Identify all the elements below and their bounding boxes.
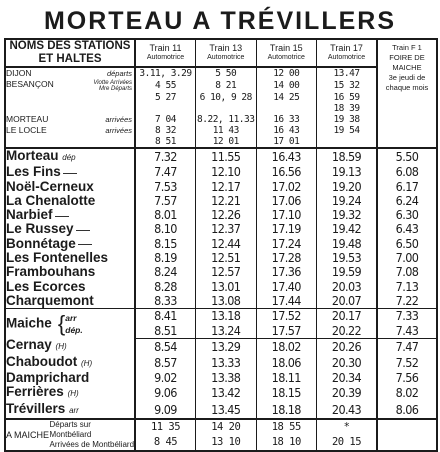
station-time: 17.40: [256, 280, 317, 294]
station-time: 19.53: [317, 251, 378, 265]
header-train-17: [317, 39, 378, 67]
station-time: 9.06: [135, 385, 196, 401]
station-tag: (H): [67, 389, 79, 399]
station-time: 18.59: [317, 148, 378, 165]
train-type: Automotrice: [207, 54, 245, 61]
connection-sub: arrivées: [105, 126, 132, 135]
connection-station-cell: [5, 103, 135, 114]
station-name-cell: [5, 148, 135, 165]
station-name-cell: [5, 402, 135, 419]
station-time: 13.33: [196, 355, 257, 371]
station-name: Noël-Cerneux: [6, 179, 94, 194]
station-row: [5, 385, 437, 401]
connection-time: 15 32: [317, 79, 378, 92]
station-time: 8.33: [135, 294, 196, 309]
fair-line-4: chaque mois: [385, 83, 429, 92]
station-name: Trévillers: [6, 401, 66, 416]
fair-line-2: MAICHE: [392, 63, 422, 72]
station-time: 8.06: [377, 402, 437, 419]
station-time: 6.17: [377, 180, 437, 194]
station-time: 16.56: [256, 165, 317, 179]
station-time: 13.08: [196, 294, 257, 309]
station-time: 8.24: [135, 265, 196, 279]
station-time: 8.19: [135, 251, 196, 265]
station-time: 12.17: [196, 180, 257, 194]
station-time: 13.18: [196, 309, 257, 324]
station-time: 17.28: [256, 251, 317, 265]
station-name-cell: [5, 338, 135, 354]
station-time: 8.01: [135, 208, 196, 222]
station-time: 6.30: [377, 208, 437, 222]
connection-time: [256, 103, 317, 114]
station-row: [5, 208, 437, 222]
station-time: 17.02: [256, 180, 317, 194]
connection-time: 16 43: [256, 125, 317, 136]
station-time: 8.41: [135, 309, 196, 324]
footer-time: 11 35: [135, 419, 196, 435]
connection-row: [5, 103, 437, 114]
station-row: [5, 222, 437, 236]
train-type: Automotrice: [327, 54, 366, 61]
connection-time: 12 00: [256, 67, 317, 79]
station-time: 12.10: [196, 165, 257, 179]
station-time: 7.22: [377, 294, 437, 309]
connection-time: 3.11, 3.29: [135, 67, 196, 79]
train-number: Train 13: [209, 43, 243, 53]
station-time: 20.03: [317, 280, 378, 294]
footer-time: 20 15: [317, 435, 378, 451]
connection-sub: départs: [106, 69, 132, 78]
station-time: 7.53: [135, 180, 196, 194]
station-time: 19.24: [317, 194, 378, 208]
station-name-cell: [5, 265, 135, 279]
connection-time: 16 59: [317, 92, 378, 103]
station-name: Bonnétage: [6, 236, 76, 251]
footer-fair-empty: [377, 419, 437, 451]
footer-time: 8 45: [135, 435, 196, 451]
station-time: 13.38: [196, 371, 257, 385]
station-time: 13.24: [196, 324, 257, 339]
train-number: Train 15: [269, 43, 303, 53]
station-time: 20.17: [317, 309, 378, 324]
station-name-cell: [5, 222, 135, 236]
station-time: 13.45: [196, 402, 257, 419]
station-name: Chaboudot: [6, 354, 78, 369]
header-train-15: [256, 39, 317, 67]
header-train-13: [196, 39, 257, 67]
footer-time: 14 20: [196, 419, 257, 435]
station-name-cell: [5, 194, 135, 208]
station-time: 19.42: [317, 222, 378, 236]
train-number: Train 11: [149, 43, 182, 53]
station-time: 20.39: [317, 385, 378, 401]
station-name: Morteau: [6, 148, 59, 163]
station-row: [5, 371, 437, 385]
station-time: 18.18: [256, 402, 317, 419]
station-time: 20.43: [317, 402, 378, 419]
station-tag: (H): [55, 342, 67, 352]
station-tag: arr: [69, 405, 79, 415]
connection-time: 14 00: [256, 79, 317, 92]
station-row: [5, 165, 437, 179]
station-time: 7.47: [135, 165, 196, 179]
station-time: 18.02: [256, 338, 317, 354]
station-name: Maiche: [6, 315, 52, 331]
station-time: 9.02: [135, 371, 196, 385]
station-time: 19.20: [317, 180, 378, 194]
maiche-labels: [65, 312, 82, 336]
station-time: 17.57: [256, 324, 317, 339]
station-time: 13.29: [196, 338, 257, 354]
station-row: [5, 294, 437, 309]
footer-time: 18 55: [256, 419, 317, 435]
station-time: 8.51: [135, 324, 196, 339]
header-train-11: [135, 39, 196, 67]
station-row: [5, 180, 437, 194]
connection-time: [196, 103, 257, 114]
station-time: 6.24: [377, 194, 437, 208]
maiche-arr-label: arr: [65, 312, 77, 323]
connection-row: [5, 79, 437, 92]
header-name-line-2: ET HALTES: [38, 53, 102, 65]
station-time: 18.15: [256, 385, 317, 401]
station-time: 17.06: [256, 194, 317, 208]
connection-time: 4 55: [135, 79, 196, 92]
station-name: Frambouhans: [6, 265, 96, 280]
connection-time: 18 39: [317, 103, 378, 114]
connection-time: 8.22, 11.33: [197, 114, 255, 125]
station-time: 7.52: [377, 355, 437, 371]
station-time: 17.19: [256, 222, 317, 236]
station-time: 12.21: [196, 194, 257, 208]
station-name-cell: [5, 237, 135, 251]
connection-station: BESANÇON: [6, 79, 54, 89]
station-row: [5, 251, 437, 265]
connection-station: LE LOCLE: [6, 125, 47, 135]
station-time: 9.09: [135, 402, 196, 419]
station-name: Ferrières: [6, 385, 64, 400]
train-type: Automotrice: [146, 54, 185, 61]
header-row: [5, 39, 437, 67]
station-row: [5, 265, 437, 279]
connection-time: 7 04: [135, 114, 196, 125]
station-name-cell: [5, 280, 135, 294]
header-fair-train: [377, 39, 437, 148]
station-time: 7.08: [377, 265, 437, 279]
connection-station-cell: [5, 67, 135, 79]
footer-time: 13 10: [196, 435, 257, 451]
connection-time: [135, 103, 196, 114]
connection-row: [5, 125, 437, 136]
station-time: 7.00: [377, 251, 437, 265]
station-time: 19.59: [317, 265, 378, 279]
connection-time: 12 01: [196, 136, 257, 148]
station-name: Damprichard: [6, 370, 90, 385]
station-tag: (H): [81, 358, 93, 368]
page-title: MORTEAU A TRÉVILLERS: [43, 7, 397, 35]
maiche-dep-label: dép.: [65, 324, 83, 335]
station-name: Narbief: [6, 208, 53, 223]
station-name-cell: [5, 208, 135, 222]
station-time: 17.52: [256, 309, 317, 324]
station-time: 20.07: [317, 294, 378, 309]
connection-time: 14 25: [256, 92, 317, 103]
station-time: 7.56: [377, 371, 437, 385]
header-name-cell: [5, 39, 135, 67]
station-name: Le Russey: [6, 222, 74, 237]
station-time: 7.47: [377, 338, 437, 354]
station-name-cell: [5, 355, 135, 371]
station-name: Cernay: [6, 338, 52, 353]
station-time: 19.48: [317, 237, 378, 251]
connection-time: 5 27: [135, 92, 196, 103]
station-time: 20.26: [317, 338, 378, 354]
connection-sub-bottom: Mre Départs: [98, 86, 132, 92]
station-time: 12.37: [196, 222, 257, 236]
station-time: 12.44: [196, 237, 257, 251]
connection-time: 11 43: [196, 125, 257, 136]
station-name: Les Ecorces: [6, 279, 86, 294]
station-time: 19.13: [317, 165, 378, 179]
connection-station-cell: [5, 92, 135, 103]
station-time: 18.06: [256, 355, 317, 371]
station-row: [5, 338, 437, 354]
station-row: [5, 402, 437, 419]
connection-time: 6 10, 9 28: [196, 92, 257, 103]
station-time: 6.50: [377, 237, 437, 251]
station-time: 13.01: [196, 280, 257, 294]
station-row: [5, 194, 437, 208]
station-row: [5, 237, 437, 251]
connection-station-cell: [5, 125, 135, 136]
connection-station-cell: [5, 114, 135, 125]
station-time: 17.44: [256, 294, 317, 309]
station-time: 8.02: [377, 385, 437, 401]
station-time: 17.10: [256, 208, 317, 222]
station-row: [5, 280, 437, 294]
connection-station-cell: [5, 136, 135, 148]
connection-time: 17 01: [256, 136, 317, 148]
station-name-cell: [5, 180, 135, 194]
station-row: [5, 148, 437, 165]
station-time: 7.33: [377, 309, 437, 324]
maiche-row-arr: [5, 309, 437, 324]
station-name: Charquemont: [6, 293, 94, 308]
connection-time: 19 54: [317, 125, 378, 136]
connection-time: 8 51: [135, 136, 196, 148]
connection-time: 13.47: [317, 67, 378, 79]
station-time: 12.57: [196, 265, 257, 279]
footer-row-top: [5, 419, 437, 435]
station-time: 18.11: [256, 371, 317, 385]
connection-time: [317, 136, 378, 148]
footer-line-1: Départs sur Montbéliard: [49, 419, 92, 439]
footer-station: A MAICHE: [6, 429, 50, 440]
footer-time: *: [317, 419, 378, 435]
station-name-cell: [5, 385, 135, 401]
train-number: Train 17: [330, 43, 363, 53]
station-time: 8.28: [135, 280, 196, 294]
station-time: 17.24: [256, 237, 317, 251]
leader-line: [63, 172, 77, 174]
station-time: 20.34: [317, 371, 378, 385]
station-name: Les Fins: [6, 165, 61, 180]
brace-icon: {: [51, 310, 66, 336]
footer-line-2: Arrivées de Montbéliard: [49, 439, 135, 449]
station-time: 13.42: [196, 385, 257, 401]
connection-time: 16 33: [256, 114, 317, 125]
station-time: 6.08: [377, 165, 437, 179]
fair-number: Train F 1: [392, 43, 422, 52]
leader-line: [55, 215, 69, 217]
connection-station-cell: [5, 79, 135, 92]
station-name-cell: [5, 309, 135, 339]
connection-time: 8 32: [135, 125, 196, 136]
connection-row: [5, 114, 437, 125]
station-time: 12.51: [196, 251, 257, 265]
leader-line: [76, 229, 90, 231]
connection-time: 5 50: [196, 67, 257, 79]
connection-time: 19 38: [317, 114, 378, 125]
train-type: Automotrice: [267, 54, 305, 61]
connection-row: [5, 92, 437, 103]
station-time: 17.36: [256, 265, 317, 279]
timetable: [4, 38, 438, 452]
connection-time: 8 21: [196, 79, 257, 92]
station-name-cell: [5, 294, 135, 309]
station-time: 20.22: [317, 324, 378, 339]
leader-line: [78, 243, 92, 245]
fair-line-3: 3e jeudi de: [388, 73, 426, 82]
connection-row: [5, 67, 437, 79]
station-name-cell: [5, 165, 135, 179]
connection-row: [5, 136, 437, 148]
station-name: La Chenalotte: [6, 193, 96, 208]
station-time: 8.57: [135, 355, 196, 371]
station-time: 7.43: [377, 324, 437, 339]
station-name-cell: [5, 371, 135, 385]
station-name-cell: [5, 251, 135, 265]
station-time: 7.32: [135, 148, 196, 165]
header-name-line-1: NOMS DES STATIONS: [9, 40, 131, 52]
fair-line-1: FOIRE DE: [389, 53, 425, 62]
connection-sub-top: Viotte Arrivées: [93, 80, 132, 86]
station-time: 19.32: [317, 208, 378, 222]
footer-name-cell: [5, 419, 135, 451]
station-time: 16.43: [256, 148, 317, 165]
station-time: 8.54: [135, 338, 196, 354]
station-time: 12.26: [196, 208, 257, 222]
station-time: 11.55: [196, 148, 257, 165]
station-row: [5, 355, 437, 371]
station-time: 7.13: [377, 280, 437, 294]
station-time: 5.50: [377, 148, 437, 165]
station-tag: dép: [62, 153, 76, 162]
connection-sub: arrivées: [105, 115, 132, 124]
footer-time: 18 10: [256, 435, 317, 451]
station-time: 7.57: [135, 194, 196, 208]
station-time: 8.10: [135, 222, 196, 236]
connection-station: DIJON: [6, 68, 32, 78]
station-time: 6.43: [377, 222, 437, 236]
station-time: 20.30: [317, 355, 378, 371]
connection-station: MORTEAU: [6, 114, 49, 124]
station-name: Les Fontenelles: [6, 251, 109, 266]
station-time: 8.15: [135, 237, 196, 251]
connection-subs: [93, 80, 134, 92]
